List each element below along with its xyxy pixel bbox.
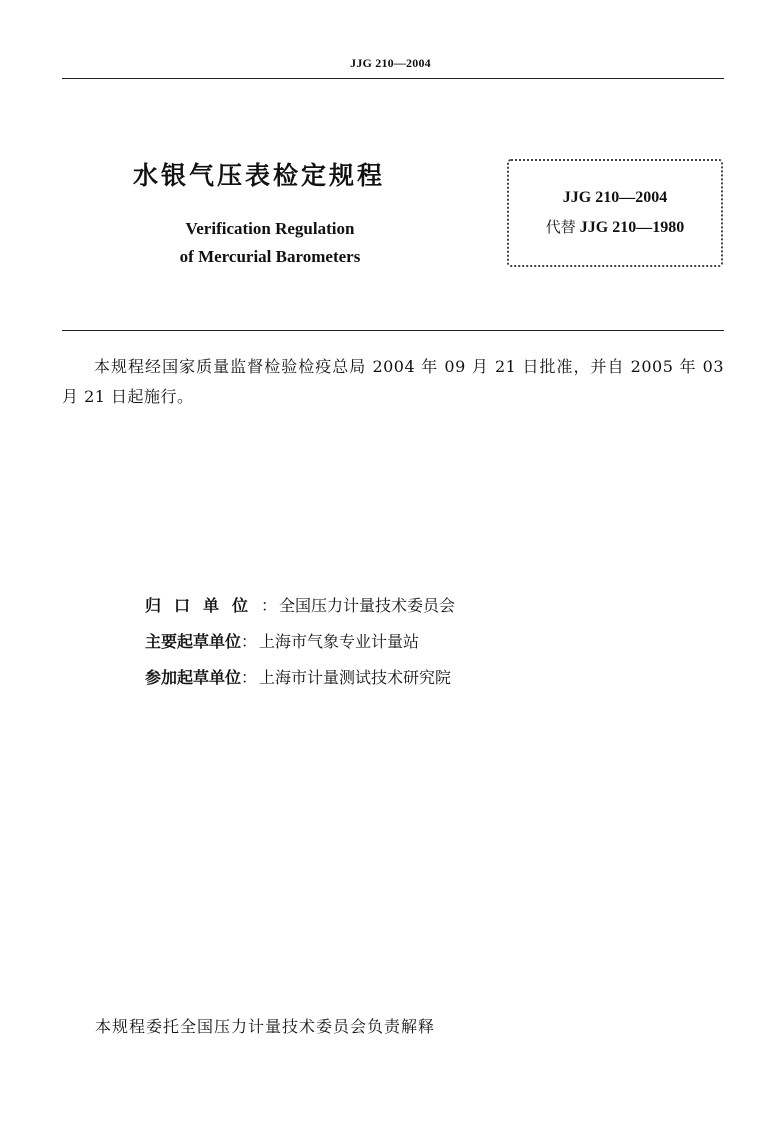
unit-value: 上海市计量测试技术研究院 — [259, 668, 452, 687]
standard-code-box — [507, 159, 723, 267]
unit-label: 参加起草单位 — [145, 668, 242, 687]
unit-value: 全国压力计量技术委员会 — [279, 596, 456, 615]
replaces-line — [509, 216, 721, 237]
replaces-code: JJG 210—1980 — [579, 219, 685, 236]
footer-note: 本规程委托全国压力计量技术委员会负责解释 — [95, 1017, 436, 1036]
title-english-line1: Verification Regulation — [185, 219, 355, 238]
unit-row — [145, 664, 455, 700]
approval-paragraph: 本规程经国家质量监督检验检疫总局 2004 年 09 月 21 日批准，并自 2005 年 03 月 21 日起施行。 — [62, 357, 724, 406]
unit-colon: ： — [261, 596, 278, 615]
responsible-units — [145, 592, 455, 700]
unit-row — [145, 592, 455, 628]
title-chinese: 水银气压表检定规程 — [133, 161, 386, 190]
top-rule — [62, 78, 724, 79]
header-code: JJG 210—2004 — [350, 56, 431, 70]
unit-label: 主要起草单位 — [145, 632, 242, 651]
unit-colon: ： — [241, 668, 258, 687]
title-english-line2: of Mercurial Barometers — [179, 247, 361, 266]
unit-label: 归口单位 — [145, 596, 262, 615]
unit-value: 上海市气象专业计量站 — [259, 632, 420, 651]
replaces-label: 代替 — [545, 218, 576, 236]
unit-colon: ： — [241, 632, 258, 651]
standard-code: JJG 210—2004 — [562, 189, 668, 206]
middle-rule — [62, 330, 724, 331]
unit-row — [145, 628, 455, 664]
